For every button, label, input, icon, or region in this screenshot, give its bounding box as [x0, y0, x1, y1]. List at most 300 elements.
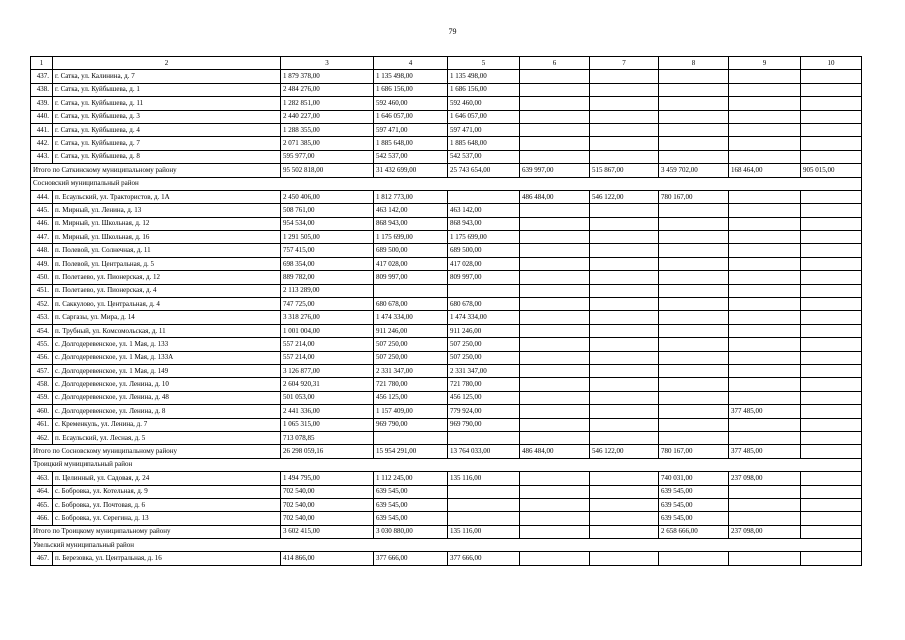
total-row: [31, 164, 862, 177]
amount-cell: [729, 364, 801, 377]
amount-cell: [374, 284, 448, 297]
amount-cell: [659, 83, 729, 96]
amount-cell: [801, 231, 862, 244]
amount-cell: [659, 351, 729, 364]
amount-cell: [659, 204, 729, 217]
table-row: [31, 257, 862, 270]
amount-cell: [520, 97, 590, 110]
amount-cell: 507 250,00: [374, 351, 448, 364]
amount-cell: 592 460,00: [448, 97, 520, 110]
amount-cell: [659, 552, 729, 565]
address-cell: г. Сатка, ул. Куйбышева, д. 3: [53, 110, 281, 123]
table-row: [31, 137, 862, 150]
amount-cell: [729, 431, 801, 444]
row-number: 466.: [31, 512, 53, 525]
amount-cell: [801, 123, 862, 136]
amount-cell: 508 761,00: [281, 204, 374, 217]
total-cell: 3 030 880,00: [374, 525, 448, 538]
amount-cell: [659, 418, 729, 431]
amount-cell: 557 214,00: [281, 351, 374, 364]
amount-cell: [659, 284, 729, 297]
amount-cell: [801, 418, 862, 431]
column-header: 10: [801, 57, 862, 70]
amount-cell: 3 126 877,00: [281, 364, 374, 377]
amount-cell: [448, 190, 520, 203]
amount-cell: [659, 378, 729, 391]
amount-cell: [590, 70, 659, 83]
address-cell: п. Целинный, ул. Садовая, д. 24: [53, 472, 281, 485]
amount-cell: [729, 512, 801, 525]
amount-cell: [520, 552, 590, 565]
address-cell: с. Долгодеревенское, ул. Ленина, д. 48: [53, 391, 281, 404]
amount-cell: [801, 217, 862, 230]
amount-cell: [520, 498, 590, 511]
amount-cell: [520, 217, 590, 230]
amount-cell: 507 250,00: [374, 338, 448, 351]
amount-cell: [590, 472, 659, 485]
amount-cell: 1 282 851,00: [281, 97, 374, 110]
column-header: 8: [659, 57, 729, 70]
amount-cell: [520, 351, 590, 364]
total-cell: 639 997,00: [520, 164, 590, 177]
table-row: [31, 391, 862, 404]
amount-cell: 889 782,00: [281, 271, 374, 284]
row-number: 452.: [31, 298, 53, 311]
amount-cell: [729, 217, 801, 230]
amount-cell: [801, 137, 862, 150]
table-row: [31, 150, 862, 163]
column-header: 6: [520, 57, 590, 70]
amount-cell: [590, 512, 659, 525]
amount-cell: [448, 485, 520, 498]
amount-cell: [520, 311, 590, 324]
amount-cell: 542 537,00: [374, 150, 448, 163]
amount-cell: 780 167,00: [659, 190, 729, 203]
row-number: 464.: [31, 485, 53, 498]
amount-cell: 639 545,00: [659, 498, 729, 511]
row-number: 446.: [31, 217, 53, 230]
amount-cell: [801, 204, 862, 217]
amount-cell: [729, 190, 801, 203]
amount-cell: [448, 284, 520, 297]
row-number: 457.: [31, 364, 53, 377]
total-cell: 13 764 033,00: [448, 445, 520, 458]
amount-cell: [659, 311, 729, 324]
row-number: 447.: [31, 231, 53, 244]
amount-cell: [801, 431, 862, 444]
amount-cell: [590, 97, 659, 110]
amount-cell: [729, 150, 801, 163]
amount-cell: [801, 512, 862, 525]
amount-cell: 2 604 920,31: [281, 378, 374, 391]
row-number: 465.: [31, 498, 53, 511]
amount-cell: [801, 190, 862, 203]
table-row: [31, 204, 862, 217]
amount-cell: [801, 110, 862, 123]
amount-cell: 639 545,00: [374, 512, 448, 525]
amount-cell: [729, 324, 801, 337]
amount-cell: [729, 391, 801, 404]
region-header-row: [31, 177, 862, 190]
row-number: 467.: [31, 552, 53, 565]
amount-cell: 135 116,00: [448, 472, 520, 485]
amount-cell: 2 331 347,00: [374, 364, 448, 377]
amount-cell: 1 001 004,00: [281, 324, 374, 337]
amount-cell: 1 879 378,00: [281, 70, 374, 83]
amount-cell: [520, 70, 590, 83]
column-header: 3: [281, 57, 374, 70]
table-row: [31, 298, 862, 311]
table-row: [31, 244, 862, 257]
amount-cell: 702 540,00: [281, 498, 374, 511]
table-row: [31, 485, 862, 498]
row-number: 462.: [31, 431, 53, 444]
amount-cell: 969 790,00: [448, 418, 520, 431]
address-cell: п. Полетаево, ул. Пионерская, д. 12: [53, 271, 281, 284]
amount-cell: [590, 123, 659, 136]
amount-cell: [520, 244, 590, 257]
amount-cell: [520, 204, 590, 217]
total-label: Итого по Сосновскому муниципальному району: [31, 445, 281, 458]
amount-cell: [590, 217, 659, 230]
column-header: 4: [374, 57, 448, 70]
amount-cell: [801, 97, 862, 110]
amount-cell: [659, 298, 729, 311]
amount-cell: [729, 271, 801, 284]
amount-cell: [590, 110, 659, 123]
amount-cell: 1 291 505,00: [281, 231, 374, 244]
amount-cell: 740 031,00: [659, 472, 729, 485]
amount-cell: [590, 378, 659, 391]
amount-cell: 456 125,00: [374, 391, 448, 404]
amount-cell: [801, 150, 862, 163]
region-name: Троицкий муниципальный район: [31, 458, 862, 471]
address-cell: с. Кременкуль, ул. Ленина, д. 7: [53, 418, 281, 431]
amount-cell: [520, 83, 590, 96]
amount-cell: [590, 351, 659, 364]
table-row: [31, 472, 862, 485]
amount-cell: [590, 257, 659, 270]
amount-cell: [729, 83, 801, 96]
address-cell: п. Есаульский, ул. Трактористов, д. 1А: [53, 190, 281, 203]
row-number: 438.: [31, 83, 53, 96]
address-cell: п. Саккулово, ул. Центральная, д. 4: [53, 298, 281, 311]
total-cell: [590, 525, 659, 538]
address-cell: п. Полевой, ул. Центральная, д. 5: [53, 257, 281, 270]
amount-cell: [520, 338, 590, 351]
region-header-row: [31, 458, 862, 471]
amount-cell: 779 924,00: [448, 405, 520, 418]
amount-cell: [520, 378, 590, 391]
amount-cell: [659, 97, 729, 110]
amount-cell: 2 440 227,00: [281, 110, 374, 123]
amount-cell: 702 540,00: [281, 512, 374, 525]
amount-cell: 1 494 795,00: [281, 472, 374, 485]
total-cell: 95 502 818,00: [281, 164, 374, 177]
amount-cell: 809 997,00: [374, 271, 448, 284]
amount-cell: [729, 311, 801, 324]
amount-cell: 868 943,00: [374, 217, 448, 230]
total-cell: 25 743 654,00: [448, 164, 520, 177]
amount-cell: 1 686 156,00: [448, 83, 520, 96]
amount-cell: [590, 485, 659, 498]
row-number: 442.: [31, 137, 53, 150]
amount-cell: [729, 97, 801, 110]
amount-cell: 954 534,00: [281, 217, 374, 230]
amount-cell: 1 135 498,00: [374, 70, 448, 83]
amount-cell: [659, 257, 729, 270]
row-number: 456.: [31, 351, 53, 364]
amount-cell: [520, 231, 590, 244]
table-row: [31, 324, 862, 337]
amount-cell: 2 441 336,00: [281, 405, 374, 418]
amount-cell: [659, 70, 729, 83]
amount-cell: 456 125,00: [448, 391, 520, 404]
column-header: 5: [448, 57, 520, 70]
amount-cell: 911 246,00: [448, 324, 520, 337]
total-cell: [520, 525, 590, 538]
region-name: Увельский муниципальный район: [31, 539, 862, 552]
amount-cell: [801, 83, 862, 96]
amount-cell: [801, 338, 862, 351]
row-number: 461.: [31, 418, 53, 431]
amount-cell: 1 112 245,00: [374, 472, 448, 485]
amount-cell: [729, 70, 801, 83]
page-number: 79: [448, 27, 457, 36]
amount-cell: [590, 150, 659, 163]
amount-cell: [590, 83, 659, 96]
amount-cell: [801, 485, 862, 498]
amount-cell: [448, 498, 520, 511]
amount-cell: [520, 257, 590, 270]
amount-cell: [801, 351, 862, 364]
address-cell: п. Полевой, ул. Солнечная, д. 11: [53, 244, 281, 257]
amount-cell: 969 790,00: [374, 418, 448, 431]
table-row: [31, 351, 862, 364]
row-number: 448.: [31, 244, 53, 257]
amount-cell: [448, 431, 520, 444]
total-cell: 486 484,00: [520, 445, 590, 458]
row-number: 458.: [31, 378, 53, 391]
amount-cell: [590, 298, 659, 311]
amount-cell: 639 545,00: [659, 512, 729, 525]
amount-cell: 501 053,00: [281, 391, 374, 404]
amount-cell: 689 500,00: [448, 244, 520, 257]
row-number: 441.: [31, 123, 53, 136]
amount-cell: [801, 364, 862, 377]
amount-cell: 414 866,00: [281, 552, 374, 565]
address-cell: п. Березовка, ул. Центральная, д. 16: [53, 552, 281, 565]
amount-cell: [520, 298, 590, 311]
amount-cell: [801, 378, 862, 391]
amount-cell: 377 485,00: [729, 405, 801, 418]
amount-cell: [520, 485, 590, 498]
total-cell: 168 464,00: [729, 164, 801, 177]
amount-cell: [801, 244, 862, 257]
table-row: [31, 271, 862, 284]
amount-cell: 377 666,00: [448, 552, 520, 565]
amount-cell: 1 474 334,00: [448, 311, 520, 324]
address-cell: с. Долгодеревенское, ул. 1 Мая, д. 133: [53, 338, 281, 351]
amount-cell: 1 812 773,00: [374, 190, 448, 203]
amount-cell: [659, 391, 729, 404]
total-cell: 3 602 415,00: [281, 525, 374, 538]
row-number: 451.: [31, 284, 53, 297]
amount-cell: 1 288 355,00: [281, 123, 374, 136]
amount-cell: [659, 231, 729, 244]
amount-cell: 721 780,00: [448, 378, 520, 391]
amount-cell: [520, 472, 590, 485]
amount-cell: [659, 110, 729, 123]
row-number: 443.: [31, 150, 53, 163]
amount-cell: [590, 364, 659, 377]
amount-cell: [590, 324, 659, 337]
address-cell: г. Сатка, ул. Куйбышева, д. 1: [53, 83, 281, 96]
amount-cell: 639 545,00: [659, 485, 729, 498]
table-row: [31, 512, 862, 525]
amount-cell: [374, 431, 448, 444]
row-number: 449.: [31, 257, 53, 270]
amount-cell: 2 071 385,00: [281, 137, 374, 150]
amount-cell: 1 065 315,00: [281, 418, 374, 431]
header-row: [31, 57, 862, 70]
address-cell: с. Долгодеревенское, ул. Ленина, д. 8: [53, 405, 281, 418]
address-cell: г. Сатка, ул. Куйбышева, д. 7: [53, 137, 281, 150]
total-cell: 26 298 059,16: [281, 445, 374, 458]
amount-cell: [659, 364, 729, 377]
table-row: [31, 552, 862, 565]
column-header: 7: [590, 57, 659, 70]
total-label: Итого по Саткинскому муниципальному району: [31, 164, 281, 177]
amount-cell: [520, 110, 590, 123]
amount-cell: [801, 472, 862, 485]
region-name: Сосновский муниципальный район: [31, 177, 862, 190]
amount-cell: 595 977,00: [281, 150, 374, 163]
address-cell: п. Есаульский, ул. Лесная, д. 5: [53, 431, 281, 444]
table-row: [31, 311, 862, 324]
amount-cell: 1 157 409,00: [374, 405, 448, 418]
amount-cell: 463 142,00: [374, 204, 448, 217]
amount-cell: [801, 311, 862, 324]
amount-cell: 713 078,85: [281, 431, 374, 444]
amount-cell: [801, 552, 862, 565]
amount-cell: [729, 338, 801, 351]
address-cell: г. Сатка, ул. Калинина, д. 7: [53, 70, 281, 83]
amount-cell: [520, 150, 590, 163]
amount-cell: 747 725,00: [281, 298, 374, 311]
table-row: [31, 418, 862, 431]
total-label: Итого по Троицкому муниципальному району: [31, 525, 281, 538]
row-number: 459.: [31, 391, 53, 404]
column-header: 1: [31, 57, 53, 70]
budget-table: [30, 56, 862, 566]
amount-cell: [659, 137, 729, 150]
amount-cell: [729, 204, 801, 217]
amount-cell: [801, 284, 862, 297]
amount-cell: 557 214,00: [281, 338, 374, 351]
amount-cell: [801, 405, 862, 418]
amount-cell: 546 122,00: [590, 190, 659, 203]
amount-cell: 639 545,00: [374, 498, 448, 511]
table-row: [31, 364, 862, 377]
amount-cell: [520, 364, 590, 377]
table-body: [31, 70, 862, 565]
amount-cell: 1 885 648,00: [448, 137, 520, 150]
row-number: 440.: [31, 110, 53, 123]
amount-cell: [520, 137, 590, 150]
amount-cell: 1 885 648,00: [374, 137, 448, 150]
amount-cell: [801, 498, 862, 511]
amount-cell: 639 545,00: [374, 485, 448, 498]
table-row: [31, 83, 862, 96]
address-cell: с. Бобровка, ул. Серегина, д. 13: [53, 512, 281, 525]
amount-cell: 377 666,00: [374, 552, 448, 565]
amount-cell: [590, 552, 659, 565]
amount-cell: [729, 498, 801, 511]
table-row: [31, 338, 862, 351]
column-header: 2: [53, 57, 281, 70]
amount-cell: 757 415,00: [281, 244, 374, 257]
amount-cell: [729, 257, 801, 270]
amount-cell: 1 646 057,00: [448, 110, 520, 123]
amount-cell: [801, 324, 862, 337]
amount-cell: [729, 351, 801, 364]
row-number: 460.: [31, 405, 53, 418]
amount-cell: [659, 217, 729, 230]
row-number: 454.: [31, 324, 53, 337]
total-cell: 546 122,00: [590, 445, 659, 458]
amount-cell: 698 354,00: [281, 257, 374, 270]
total-cell: 780 167,00: [659, 445, 729, 458]
amount-cell: 507 250,00: [448, 338, 520, 351]
table-row: [31, 110, 862, 123]
amount-cell: [590, 338, 659, 351]
amount-cell: 1 175 699,00: [374, 231, 448, 244]
amount-cell: [590, 391, 659, 404]
table-row: [31, 405, 862, 418]
address-cell: г. Сатка, ул. Куйбышева, д. 4: [53, 123, 281, 136]
amount-cell: 1 474 334,00: [374, 311, 448, 324]
row-number: 439.: [31, 97, 53, 110]
amount-cell: [520, 324, 590, 337]
table-row: [31, 284, 862, 297]
table-row: [31, 431, 862, 444]
total-cell: 2 658 666,00: [659, 525, 729, 538]
amount-cell: 702 540,00: [281, 485, 374, 498]
total-cell: 377 485,00: [729, 445, 801, 458]
column-header: 9: [729, 57, 801, 70]
amount-cell: 486 484,00: [520, 190, 590, 203]
address-cell: п. Трубный, ул. Комсомольская, д. 11: [53, 324, 281, 337]
amount-cell: 597 471,00: [374, 123, 448, 136]
amount-cell: [590, 431, 659, 444]
table-row: [31, 498, 862, 511]
amount-cell: 680 678,00: [448, 298, 520, 311]
amount-cell: 911 246,00: [374, 324, 448, 337]
amount-cell: [729, 485, 801, 498]
amount-cell: [659, 405, 729, 418]
amount-cell: [659, 123, 729, 136]
amount-cell: 1 686 156,00: [374, 83, 448, 96]
amount-cell: 417 028,00: [374, 257, 448, 270]
address-cell: с. Бобровка, ул. Почтовая, д. 6: [53, 498, 281, 511]
row-number: 463.: [31, 472, 53, 485]
amount-cell: [729, 378, 801, 391]
amount-cell: 1 135 498,00: [448, 70, 520, 83]
amount-cell: 868 943,00: [448, 217, 520, 230]
amount-cell: [448, 512, 520, 525]
amount-cell: [520, 284, 590, 297]
